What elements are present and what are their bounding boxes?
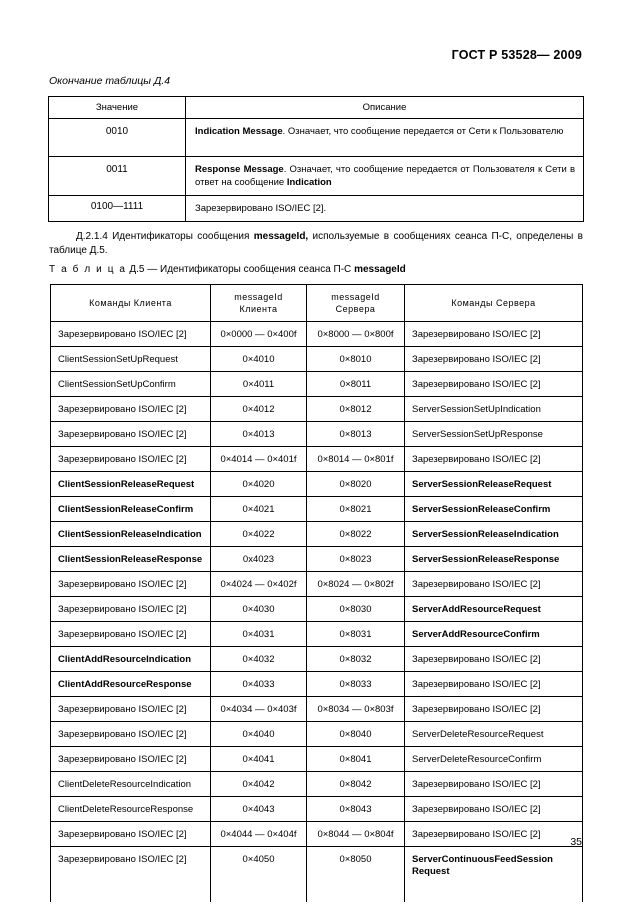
cell-messageid-client: 0×4030 <box>211 597 307 622</box>
cell-server-command: Зарезервировано ISO/IEC [2] <box>405 822 583 847</box>
table-d4-col-value: Значение <box>49 97 186 119</box>
table-d4 <box>48 96 584 222</box>
table-d5-caption <box>49 264 406 275</box>
cell-messageid-client: 0×4013 <box>211 422 307 447</box>
cell-messageid-client: 0x4023 <box>211 547 307 572</box>
cell-client-command: Зарезервировано ISO/IEC [2] <box>51 697 211 722</box>
table-row <box>51 722 583 747</box>
table-d4-cell-value: 0010 <box>49 119 186 157</box>
header-line-2: Клиента <box>239 304 278 314</box>
cell-client-command: Зарезервировано ISO/IEC [2] <box>51 747 211 772</box>
table-d4-cell-value: 0100—1111 <box>49 196 186 222</box>
table-d5 <box>50 284 583 902</box>
table-d5-col-client-commands <box>51 285 211 322</box>
table-row <box>49 119 584 157</box>
cell-messageid-server: 0×8024 — 0×802f <box>307 572 405 597</box>
cell-messageid-server: 0×8011 <box>307 372 405 397</box>
table-d4-cell-description <box>186 119 584 157</box>
table-row <box>51 647 583 672</box>
cell-client-command: ClientSessionReleaseIndication <box>51 522 211 547</box>
table-row <box>51 522 583 547</box>
cell-messageid-server: 0×8030 <box>307 597 405 622</box>
table-row <box>49 157 584 196</box>
cell-client-command: Зарезервировано ISO/IEC [2] <box>51 847 211 903</box>
cell-client-command: ClientDeleteResourceResponse <box>51 797 211 822</box>
cell-messageid-client: 0×4041 <box>211 747 307 772</box>
cell-server-command: Зарезервировано ISO/IEC [2] <box>405 447 583 472</box>
table-row <box>51 497 583 522</box>
cell-messageid-server: 0×8044 — 0×804f <box>307 822 405 847</box>
table-d5-header-row <box>51 285 583 322</box>
table-d4-desc-rest: . Означает, что сообщение передается от Пользователя к Сети в ответ на сообщение <box>195 164 575 188</box>
table-row <box>51 447 583 472</box>
cell-messageid-server: 0×8022 <box>307 522 405 547</box>
table-row <box>51 347 583 372</box>
cell-server-command: Зарезервировано ISO/IEC [2] <box>405 647 583 672</box>
cell-messageid-server: 0×8042 <box>307 772 405 797</box>
table-row <box>51 847 583 903</box>
cell-messageid-server: 0×8012 <box>307 397 405 422</box>
cell-messageid-server: 0×8040 <box>307 722 405 747</box>
table-d4-desc-term: Response Message <box>195 164 284 175</box>
table-row <box>49 196 584 222</box>
cell-messageid-client: 0×4044 — 0×404f <box>211 822 307 847</box>
cell-server-command: ServerSessionSetUpResponse <box>405 422 583 447</box>
table-row <box>51 547 583 572</box>
cell-server-command: Зарезервировано ISO/IEC [2] <box>405 347 583 372</box>
cell-messageid-client: 0×4042 <box>211 772 307 797</box>
table-d5-col-server-commands <box>405 285 583 322</box>
cell-server-command: Зарезервировано ISO/IEC [2] <box>405 697 583 722</box>
cell-messageid-client: 0×4034 — 0×403f <box>211 697 307 722</box>
cell-server-command: ServerAddResourceConfirm <box>405 622 583 647</box>
cell-server-command: Зарезервировано ISO/IEC [2] <box>405 772 583 797</box>
cell-client-command: ClientSessionReleaseResponse <box>51 547 211 572</box>
cell-messageid-server: 0×8032 <box>307 647 405 672</box>
cell-server-command: ServerSessionReleaseRequest <box>405 472 583 497</box>
cell-messageid-client: 0×4021 <box>211 497 307 522</box>
clause-text-rest: используемые в сообщениях сеанса П-С, определены в таблице Д.5. <box>49 231 583 256</box>
header-line-1: Команды Клиента <box>89 298 172 308</box>
cell-client-command: Зарезервировано ISO/IEC [2] <box>51 322 211 347</box>
cell-messageid-server: 0×8021 <box>307 497 405 522</box>
cell-messageid-client: 0×4010 <box>211 347 307 372</box>
cell-client-command: ClientSessionSetUpConfirm <box>51 372 211 397</box>
table-d5-col-messageid-server <box>307 285 405 322</box>
table-row <box>51 397 583 422</box>
table-d4-header-row <box>49 97 584 119</box>
cell-client-command: ClientAddResourceIndication <box>51 647 211 672</box>
cell-messageid-client: 0×4011 <box>211 372 307 397</box>
cell-messageid-client: 0×4043 <box>211 797 307 822</box>
table-d4-desc-rest: . Означает, что сообщение передается от Сети к Пользователю <box>282 126 564 137</box>
cell-messageid-client: 0×4032 <box>211 647 307 672</box>
table-row <box>51 322 583 347</box>
header-line-1: Команды Сервера <box>451 298 536 308</box>
cell-messageid-client: 0×4012 <box>211 397 307 422</box>
header-line-1: messageId <box>331 292 380 302</box>
table-d4-cell-description <box>186 157 584 196</box>
cell-messageid-server: 0×8000 — 0×800f <box>307 322 405 347</box>
cell-client-command: Зарезервировано ISO/IEC [2] <box>51 822 211 847</box>
table-d5-caption-term: messageId <box>354 264 406 275</box>
cell-messageid-client: 0×4022 <box>211 522 307 547</box>
cell-messageid-server: 0×8034 — 0×803f <box>307 697 405 722</box>
cell-client-command: Зарезервировано ISO/IEC [2] <box>51 597 211 622</box>
cell-messageid-server: 0×8013 <box>307 422 405 447</box>
table-d4-desc-term: Indication Message <box>195 126 283 137</box>
cell-server-command: ServerDeleteResourceConfirm <box>405 747 583 772</box>
cell-client-command: ClientSessionReleaseConfirm <box>51 497 211 522</box>
cell-client-command: Зарезервировано ISO/IEC [2] <box>51 422 211 447</box>
clause-number-and-text: Д.2.1.4 Идентификаторы сообщения <box>76 231 254 242</box>
cell-messageid-server: 0×8041 <box>307 747 405 772</box>
cell-server-command: Зарезервировано ISO/IEC [2] <box>405 372 583 397</box>
cell-messageid-server: 0×8010 <box>307 347 405 372</box>
cell-client-command: ClientSessionSetUpRequest <box>51 347 211 372</box>
cell-server-command: Зарезервировано ISO/IEC [2] <box>405 572 583 597</box>
header-line-1: messageId <box>234 292 283 302</box>
table-d4-desc-term-tail: Indication <box>286 177 332 188</box>
cell-messageid-client: 0×0000 — 0×400f <box>211 322 307 347</box>
cell-client-command: Зарезервировано ISO/IEC [2] <box>51 447 211 472</box>
header-line-2: Сервера <box>335 304 376 314</box>
cell-messageid-client: 0×4031 <box>211 622 307 647</box>
table-d5-caption-number: Д.5 — Идентификаторы сообщения сеанса П-С <box>126 264 355 275</box>
cell-messageid-client: 0×4050 <box>211 847 307 903</box>
cell-messageid-server: 0×8020 <box>307 472 405 497</box>
cell-client-command: Зарезервировано ISO/IEC [2] <box>51 397 211 422</box>
cell-server-command: ServerAddResourceRequest <box>405 597 583 622</box>
table-row <box>51 672 583 697</box>
cell-client-command: ClientDeleteResourceIndication <box>51 772 211 797</box>
clause-term: messageId, <box>253 231 309 242</box>
cell-messageid-server: 0×8014 — 0×801f <box>307 447 405 472</box>
cell-messageid-server: 0×8031 <box>307 622 405 647</box>
table-row <box>51 697 583 722</box>
cell-server-command: ServerSessionReleaseResponse <box>405 547 583 572</box>
table-d4-col-description: Описание <box>186 97 584 119</box>
page-number: 35 <box>570 836 582 848</box>
table-row <box>51 772 583 797</box>
cell-messageid-client: 0×4033 <box>211 672 307 697</box>
cell-messageid-server: 0×8043 <box>307 797 405 822</box>
table-d5-col-messageid-client <box>211 285 307 322</box>
table-row <box>51 622 583 647</box>
cell-server-command: Зарезервировано ISO/IEC [2] <box>405 322 583 347</box>
table-row <box>51 597 583 622</box>
table-row <box>51 822 583 847</box>
table-row <box>51 572 583 597</box>
cell-client-command: Зарезервировано ISO/IEC [2] <box>51 572 211 597</box>
table-d4-cell-value: 0011 <box>49 157 186 196</box>
clause-paragraph <box>49 230 583 258</box>
cell-server-command: ServerSessionReleaseIndication <box>405 522 583 547</box>
table-row <box>51 372 583 397</box>
table-d5-caption-label: Т а б л и ц а <box>49 264 127 275</box>
cell-client-command: ClientAddResourceResponse <box>51 672 211 697</box>
cell-messageid-server: 0×8050 <box>307 847 405 903</box>
table-d4-cell-description: Зарезервировано ISO/IEC [2]. <box>186 196 584 222</box>
cell-client-command: Зарезервировано ISO/IEC [2] <box>51 622 211 647</box>
cell-server-command: Зарезервировано ISO/IEC [2] <box>405 797 583 822</box>
cell-server-command: ServerSessionSetUpIndication <box>405 397 583 422</box>
table-row <box>51 422 583 447</box>
document-header-standard-number: ГОСТ Р 53528— 2009 <box>451 48 582 62</box>
cell-server-command: ServerSessionReleaseConfirm <box>405 497 583 522</box>
cell-server-command: ServerContinuousFeedSession Request <box>405 847 583 903</box>
cell-messageid-client: 0×4040 <box>211 722 307 747</box>
cell-server-command: ServerDeleteResourceRequest <box>405 722 583 747</box>
cell-messageid-client: 0×4020 <box>211 472 307 497</box>
cell-client-command: ClientSessionReleaseRequest <box>51 472 211 497</box>
cell-messageid-client: 0×4014 — 0×401f <box>211 447 307 472</box>
table-row <box>51 797 583 822</box>
cell-client-command: Зарезервировано ISO/IEC [2] <box>51 722 211 747</box>
table-d4-caption: Окончание таблицы Д.4 <box>49 75 171 87</box>
cell-server-command: Зарезервировано ISO/IEC [2] <box>405 672 583 697</box>
table-row <box>51 472 583 497</box>
cell-messageid-client: 0×4024 — 0×402f <box>211 572 307 597</box>
cell-messageid-server: 0×8023 <box>307 547 405 572</box>
table-row <box>51 747 583 772</box>
cell-messageid-server: 0×8033 <box>307 672 405 697</box>
